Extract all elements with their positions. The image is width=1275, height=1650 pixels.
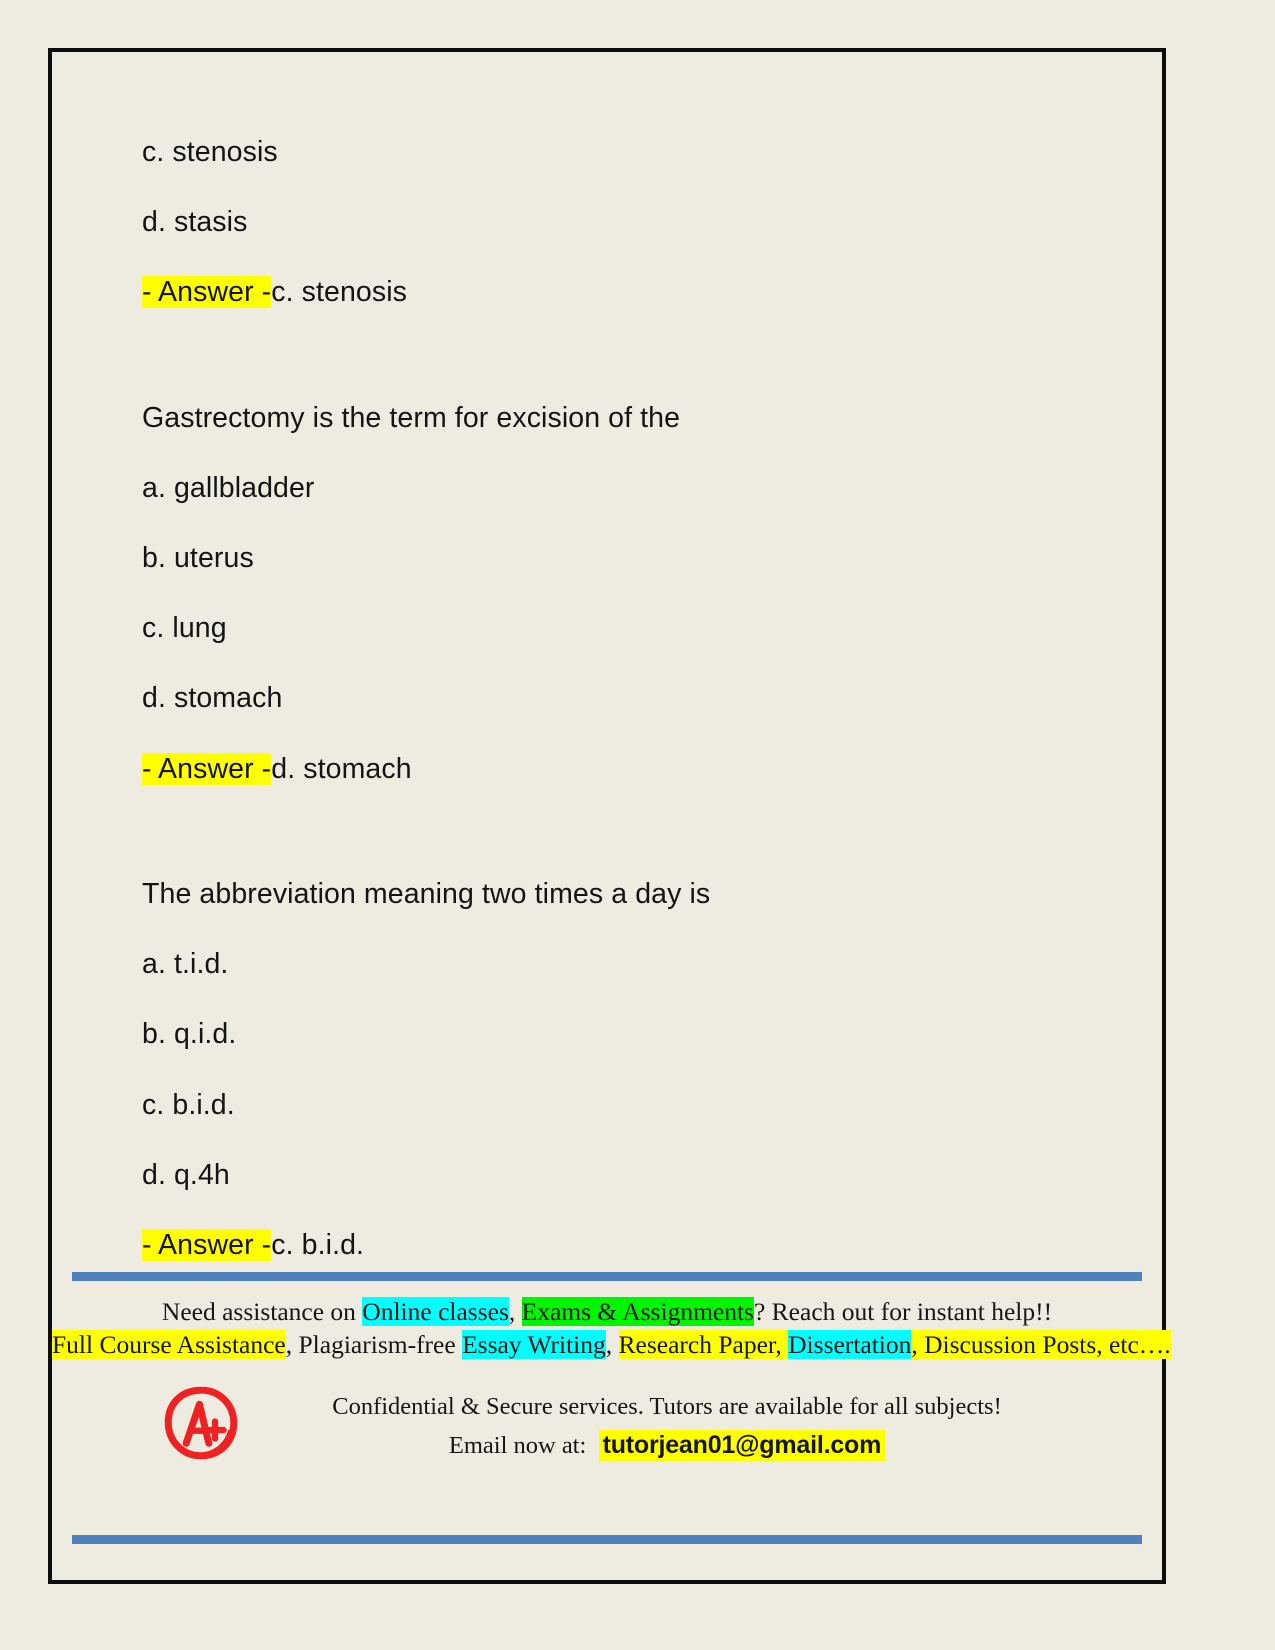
option-text: d. q.4h xyxy=(142,1158,230,1191)
promo-text: , xyxy=(605,1330,619,1359)
email-address[interactable]: tutorjean01@gmail.com xyxy=(599,1430,886,1461)
promo-highlight-research-paper: Research Paper, xyxy=(618,1330,789,1359)
promo-text: , Plagiarism-free xyxy=(285,1330,463,1359)
promotional-footer xyxy=(52,1272,1171,1580)
answer-line-1 xyxy=(142,276,1122,310)
option-text: d. stomach xyxy=(142,682,283,715)
answer-line-2 xyxy=(142,753,1122,787)
promo-contact-block xyxy=(212,1390,1122,1463)
option-text: d. stasis xyxy=(142,206,248,239)
footer-divider-bottom xyxy=(72,1535,1142,1544)
promo-highlight-exams-assignments: Exams & Assignments xyxy=(521,1297,754,1326)
answer-label-highlight: - Answer - xyxy=(142,752,272,785)
option-text: b. q.i.d. xyxy=(142,1018,237,1051)
option-line-d-stasis xyxy=(142,206,1122,240)
option-line-c-stenosis xyxy=(142,136,1122,170)
option-text: c. lung xyxy=(142,612,227,645)
option-text: c. b.i.d. xyxy=(142,1088,235,1121)
option-line-c-bid xyxy=(142,1089,1122,1123)
email-prefix-label: Email now at: xyxy=(448,1432,587,1460)
promo-highlight-online-classes: Online classes xyxy=(362,1297,509,1326)
promo-line-2 xyxy=(52,1329,1171,1360)
document-page-inner xyxy=(52,52,1171,1580)
answer-value: d. stomach xyxy=(271,752,412,785)
option-line-b-qid xyxy=(142,1018,1122,1052)
option-line-d-stomach xyxy=(142,682,1122,716)
promo-highlight-full-course-assistance: Full Course Assistance xyxy=(52,1330,286,1359)
document-page-frame xyxy=(48,48,1171,1584)
promo-text: Need assistance on xyxy=(161,1297,363,1326)
promo-text: , xyxy=(508,1297,522,1326)
promo-highlight-dissertation: Dissertation xyxy=(788,1330,912,1359)
answer-label-highlight: - Answer - xyxy=(142,1228,272,1261)
option-text: a. gallbladder xyxy=(142,472,315,504)
promo-highlight-discussion-posts: , Discussion Posts, etc…. xyxy=(911,1330,1171,1359)
promo-highlight-essay-writing: Essay Writing xyxy=(462,1330,606,1359)
answer-value: c. b.i.d. xyxy=(271,1228,365,1261)
promo-line-1 xyxy=(52,1296,1162,1327)
promo-line-3: Confidential & Secure services. Tutors are available for all subjects! xyxy=(332,1393,1002,1420)
option-text: b. uterus xyxy=(142,542,254,575)
option-text: c. stenosis xyxy=(142,136,278,168)
option-line-b-uterus xyxy=(142,542,1122,576)
document-body xyxy=(142,136,1122,1299)
option-line-a-gallbladder xyxy=(142,472,1122,506)
promo-line-email xyxy=(212,1429,1122,1463)
question-text: Gastrectomy is the term for excision of the xyxy=(142,401,681,434)
question-line-gastrectomy xyxy=(142,402,1122,436)
answer-label-highlight: - Answer - xyxy=(142,276,272,309)
answer-line-3 xyxy=(142,1229,1122,1263)
footer-divider-top xyxy=(72,1272,1142,1281)
option-line-a-tid xyxy=(142,948,1122,982)
answer-value: c. stenosis xyxy=(271,276,408,309)
question-line-abbreviation xyxy=(142,878,1122,912)
option-text: a. t.i.d. xyxy=(142,948,229,981)
question-text: The abbreviation meaning two times a day is xyxy=(142,878,711,911)
option-line-c-lung xyxy=(142,612,1122,646)
promo-text: ? Reach out for instant help!! xyxy=(753,1297,1053,1326)
option-line-d-q4h xyxy=(142,1159,1122,1193)
